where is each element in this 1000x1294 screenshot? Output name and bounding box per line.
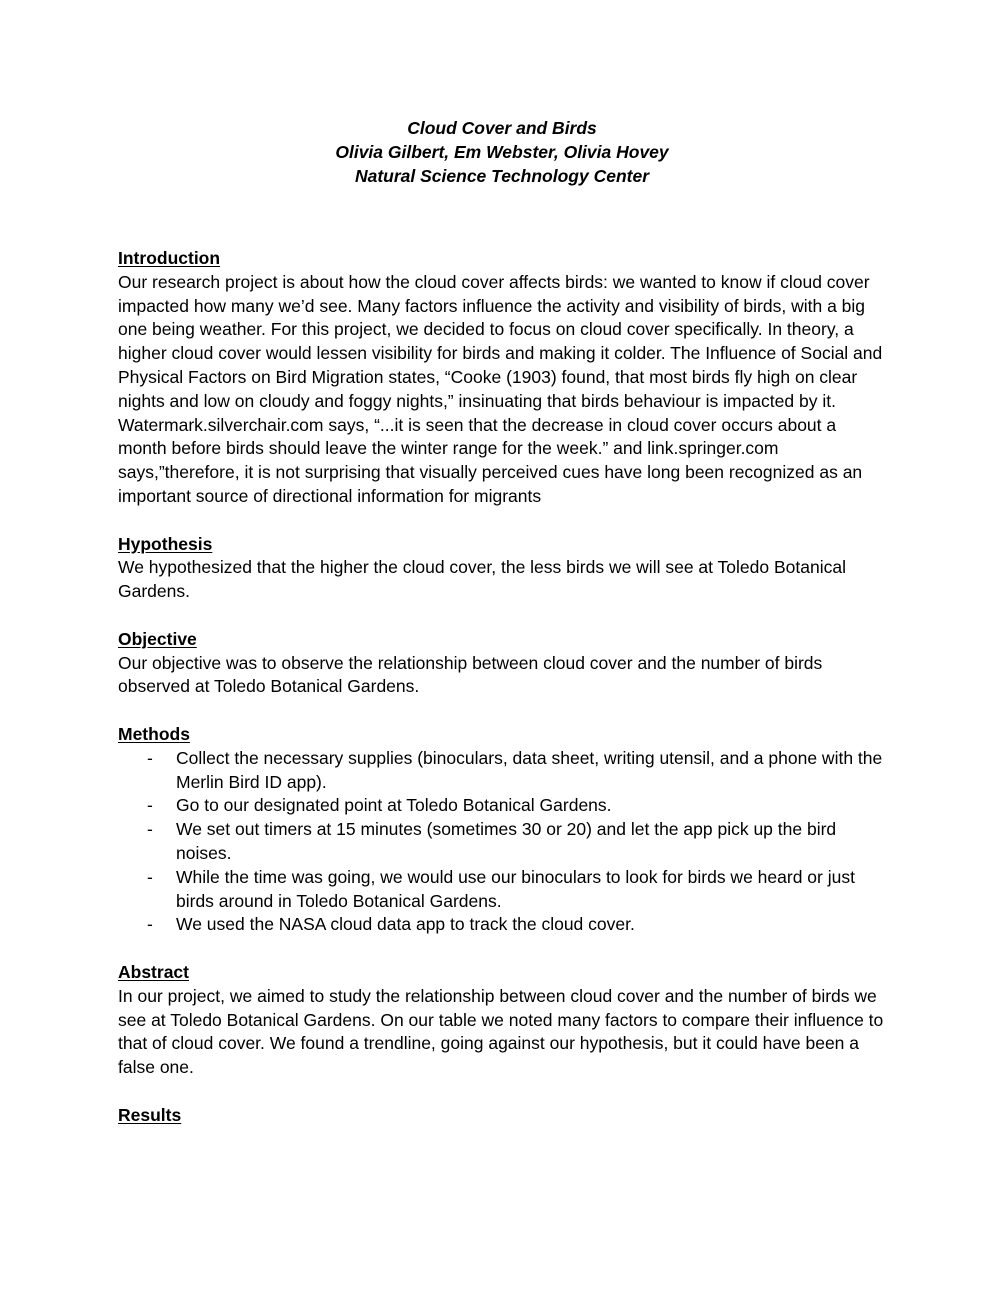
hypothesis-section — [118, 533, 888, 604]
list-dash: - — [147, 795, 153, 816]
methods-item-text: We used the NASA cloud data app to track the cloud cover. — [176, 914, 635, 935]
introduction-heading: Introduction — [118, 248, 221, 268]
abstract-text: In our project, we aimed to study the relationship between cloud cover and the number of birds we see at Toledo Botanical Gardens. On our table we noted many factors to compare their influence to that of cloud cover. We found a trendline, going against our hypothesis, but it could have been a false one. — [118, 985, 884, 1078]
methods-heading: Methods — [118, 723, 190, 744]
methods-list-item — [118, 818, 888, 866]
abstract-heading: Abstract — [118, 961, 189, 982]
title-block — [116, 116, 888, 188]
methods-list-item — [118, 794, 888, 818]
document-institution: Natural Science Technology Center — [354, 166, 649, 186]
list-dash: - — [147, 914, 153, 935]
methods-list-item — [118, 913, 888, 937]
methods-item-text: Collect the necessary supplies (binoculars, data sheet, writing utensil, and a phone with the Merlin Bird ID app). — [176, 747, 883, 792]
abstract-section — [118, 961, 888, 1080]
document-title: Cloud Cover and Birds — [407, 118, 597, 138]
introduction-section — [118, 247, 888, 509]
methods-list — [118, 747, 888, 937]
hypothesis-heading: Hypothesis — [118, 533, 213, 554]
list-dash: - — [147, 866, 153, 887]
objective-heading: Objective — [118, 628, 197, 649]
list-dash: - — [147, 747, 153, 768]
objective-text: Our objective was to observe the relationship between cloud cover and the number of birds observed at Toledo Botanical Gardens. — [118, 652, 823, 697]
methods-item-text: While the time was going, we would use our binoculars to look for birds we heard or just birds around in Toledo Botanical Gardens. — [176, 866, 855, 911]
objective-section — [118, 628, 888, 699]
results-section — [118, 1104, 888, 1128]
methods-item-text: Go to our designated point at Toledo Botanical Gardens. — [176, 795, 612, 816]
document-authors: Olivia Gilbert, Em Webster, Olivia Hovey — [335, 142, 669, 162]
introduction-text: Our research project is about how the cloud cover affects birds: we wanted to know if cloud cover impacted how many we’d see. Many factors influence the activity and visibility of birds, with a big one being weather. For this project, we decided to focus on cloud cover specifically. In theory, a higher cloud cover would lessen visibility for birds and making it colder. The Influence of Social and Physical Factors on Bird Migration states, “Cooke (1903) found, that most birds fly high on clear nights and low on cloudy and foggy nights,” insinuating that birds behaviour is impacted by it. Watermark.silverchair.com says, “...it is seen that the decrease in cloud cover occurs about a month before birds should leave the winter range for the week.” and link.springer.com says,”therefore, it is not surprising that visually perceived cues have long been recognized as an important source of directional information for migrants — [118, 271, 883, 506]
methods-item-text: We set out timers at 15 minutes (sometimes 30 or 20) and let the app pick up the bird noises. — [176, 819, 837, 863]
results-heading: Results — [118, 1104, 182, 1125]
document-page — [118, 116, 888, 1127]
methods-section — [118, 723, 888, 937]
list-dash: - — [147, 819, 153, 840]
methods-list-item — [118, 747, 888, 795]
methods-list-item — [118, 866, 888, 914]
hypothesis-text: We hypothesized that the higher the cloud cover, the less birds we will see at Toledo Botanical Gardens. — [118, 557, 846, 602]
